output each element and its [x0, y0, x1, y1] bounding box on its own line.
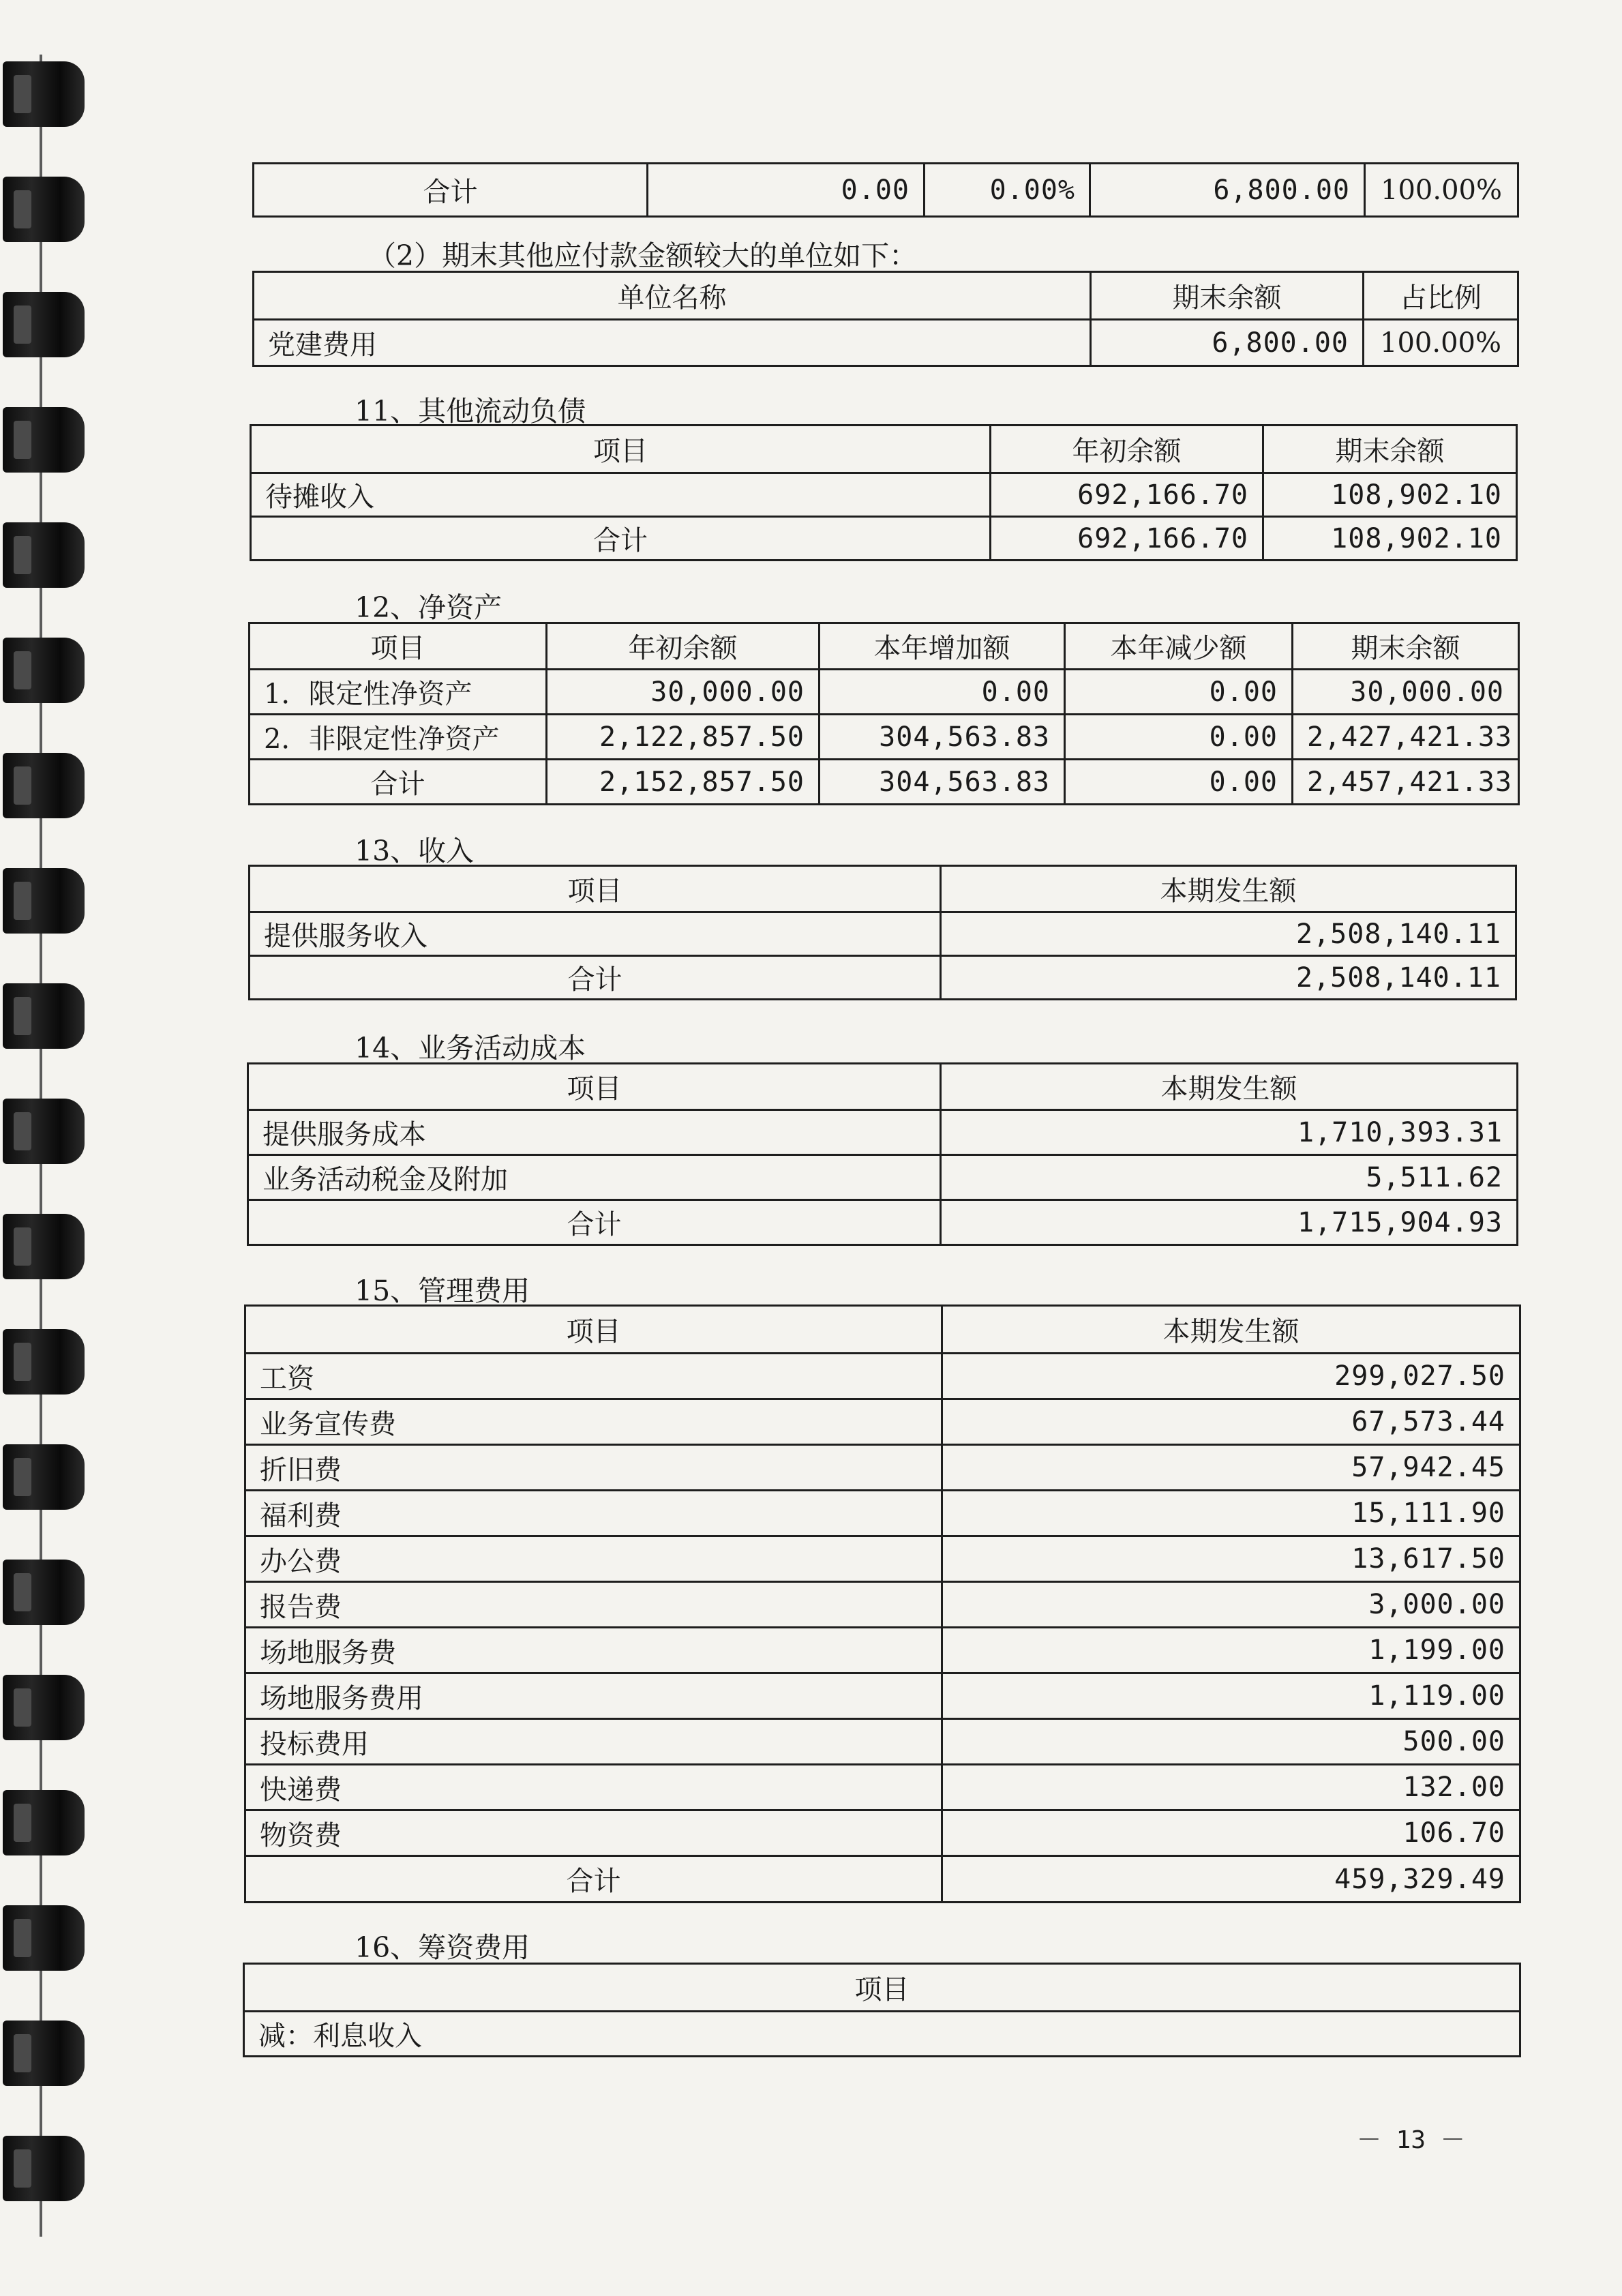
binding-ring — [3, 1905, 85, 1971]
table-row — [248, 1110, 1518, 1155]
cell-amount: 1,119.00 — [942, 1673, 1520, 1719]
binding-ring — [3, 407, 85, 473]
cell-label: 物资费 — [245, 1810, 942, 1856]
cell-amount: 108,902.10 — [1263, 517, 1517, 561]
cell-label: 合计 — [248, 1200, 941, 1245]
cell-amount: 6,800.00 — [1090, 164, 1365, 217]
cell-amount: 108,902.10 — [1263, 473, 1517, 517]
section-heading: 12、净资产 — [355, 591, 502, 624]
cell-amount: 1,199.00 — [942, 1628, 1520, 1673]
cell-ratio: 100.00% — [1365, 164, 1518, 217]
table-row — [250, 760, 1519, 805]
operating-cost-table — [247, 1062, 1518, 1246]
cell-amount: 2,427,421.33 — [1293, 715, 1519, 760]
cell-amount: 299,027.50 — [942, 1354, 1520, 1399]
cell-label: 党建费用 — [254, 320, 1091, 366]
column-header: 年初余额 — [547, 623, 820, 670]
table-header-row — [251, 426, 1517, 473]
table-row — [251, 473, 1517, 517]
column-header: 项目 — [250, 623, 547, 670]
cell-amount: 1,710,393.31 — [941, 1110, 1518, 1155]
cell-amount: 304,563.83 — [820, 760, 1065, 805]
table-header-row — [245, 1306, 1520, 1354]
table-row — [254, 320, 1518, 366]
column-header: 本年减少额 — [1065, 623, 1293, 670]
cell-label: 快递费 — [245, 1765, 942, 1810]
cell-amount: 692,166.70 — [991, 473, 1263, 517]
binding-ring — [3, 1214, 85, 1279]
binding-ring — [3, 983, 85, 1049]
cell-label: 1．限定性净资产 — [250, 670, 547, 715]
binding-ring — [3, 61, 85, 127]
cell-amount: 2,457,421.33 — [1293, 760, 1519, 805]
table-row — [245, 1354, 1520, 1399]
table-row — [244, 2012, 1520, 2057]
section-heading: 16、筹资费用 — [355, 1931, 530, 1964]
table-row — [254, 164, 1518, 217]
cell-label: 待摊收入 — [251, 473, 991, 517]
binding-ring — [3, 1675, 85, 1740]
cell-amount: 0.00 — [1065, 760, 1293, 805]
table-row — [245, 1856, 1520, 1903]
binding-ring — [3, 1444, 85, 1510]
cell-amount: 2,508,140.11 — [941, 912, 1516, 956]
admin-expenses-table — [244, 1304, 1521, 1903]
cell-amount: 0.00 — [820, 670, 1065, 715]
section-heading: 13、收入 — [355, 835, 475, 867]
cell-amount: 692,166.70 — [991, 517, 1263, 561]
column-header: 本年增加额 — [820, 623, 1065, 670]
cell-label: 业务活动税金及附加 — [248, 1155, 941, 1200]
cell-label: 合计 — [250, 760, 547, 805]
column-header: 期末余额 — [1091, 272, 1364, 320]
cell-ratio: 100.00% — [1364, 320, 1518, 366]
cell-label: 场地服务费用 — [245, 1673, 942, 1719]
cell-label: 合计 — [245, 1856, 942, 1903]
binding-ring — [3, 1099, 85, 1164]
cell-amount: 3,000.00 — [942, 1582, 1520, 1628]
table-row — [245, 1765, 1520, 1810]
table-row — [248, 1155, 1518, 1200]
cell-label: 业务宣传费 — [245, 1399, 942, 1445]
cell-amount: 304,563.83 — [820, 715, 1065, 760]
net-assets-table — [248, 622, 1520, 805]
binding-ring — [3, 1329, 85, 1395]
table-header-row — [244, 1964, 1520, 2012]
page-number: － 13 － — [1357, 2126, 1465, 2154]
other-payables-total-table — [252, 162, 1519, 218]
cell-ratio: 0.00% — [925, 164, 1090, 217]
cell-label: 福利费 — [245, 1491, 942, 1536]
cell-label: 工资 — [245, 1354, 942, 1399]
cell-label: 减：利息收入 — [244, 2012, 1520, 2057]
table-row — [245, 1582, 1520, 1628]
table-header-row — [250, 623, 1519, 670]
binding-ring — [3, 177, 85, 242]
cell-label: 2．非限定性净资产 — [250, 715, 547, 760]
cell-label: 提供服务收入 — [250, 912, 941, 956]
cell-label: 办公费 — [245, 1536, 942, 1582]
column-header: 本期发生额 — [941, 1064, 1518, 1110]
column-header: 项目 — [250, 866, 941, 912]
cell-label: 报告费 — [245, 1582, 942, 1628]
column-header: 期末余额 — [1263, 426, 1517, 473]
column-header: 本期发生额 — [942, 1306, 1520, 1354]
column-header: 项目 — [244, 1964, 1520, 2012]
cell-amount: 57,942.45 — [942, 1445, 1520, 1491]
column-header: 占比例 — [1364, 272, 1518, 320]
cell-amount: 6,800.00 — [1091, 320, 1364, 366]
cell-amount: 5,511.62 — [941, 1155, 1518, 1200]
cell-amount: 30,000.00 — [1293, 670, 1519, 715]
binding-ring — [3, 753, 85, 818]
binding-ring — [3, 638, 85, 703]
financing-expenses-table — [243, 1963, 1521, 2057]
cell-amount: 0.00 — [1065, 670, 1293, 715]
column-header: 期末余额 — [1293, 623, 1519, 670]
table-header-row — [254, 272, 1518, 320]
table-row — [245, 1536, 1520, 1582]
table-row — [245, 1628, 1520, 1673]
column-header: 本期发生额 — [941, 866, 1516, 912]
cell-label: 投标费用 — [245, 1719, 942, 1765]
column-header: 年初余额 — [991, 426, 1263, 473]
binding-ring — [3, 2021, 85, 2086]
table-row — [245, 1719, 1520, 1765]
section-heading: 15、管理费用 — [355, 1274, 530, 1307]
cell-amount: 15,111.90 — [942, 1491, 1520, 1536]
cell-label: 合计 — [251, 517, 991, 561]
section-heading: 14、业务活动成本 — [355, 1032, 586, 1064]
table-row — [245, 1810, 1520, 1856]
major-payables-table — [252, 271, 1519, 367]
cell-amount: 0.00 — [648, 164, 925, 217]
cell-label: 折旧费 — [245, 1445, 942, 1491]
table-row — [251, 517, 1517, 561]
revenue-table — [248, 865, 1517, 1000]
cell-amount: 459,329.49 — [942, 1856, 1520, 1903]
binding-ring — [3, 292, 85, 357]
cell-label: 合计 — [250, 956, 941, 1000]
table-header-row — [248, 1064, 1518, 1110]
cell-amount: 67,573.44 — [942, 1399, 1520, 1445]
cell-amount: 0.00 — [1065, 715, 1293, 760]
cell-amount: 30,000.00 — [547, 670, 820, 715]
table-row — [250, 956, 1516, 1000]
cell-label: 合计 — [254, 164, 648, 217]
section-heading: （2）期末其他应付款金额较大的单位如下： — [368, 239, 918, 272]
binding-ring — [3, 868, 85, 934]
column-header: 项目 — [248, 1064, 941, 1110]
cell-label: 场地服务费 — [245, 1628, 942, 1673]
cell-amount: 2,508,140.11 — [941, 956, 1516, 1000]
cell-amount: 2,122,857.50 — [547, 715, 820, 760]
table-row — [245, 1445, 1520, 1491]
spiral-binding — [0, 41, 109, 2257]
table-row — [245, 1399, 1520, 1445]
column-header: 项目 — [245, 1306, 942, 1354]
table-row — [250, 670, 1519, 715]
binding-ring — [3, 2136, 85, 2201]
table-row — [250, 912, 1516, 956]
cell-amount: 500.00 — [942, 1719, 1520, 1765]
section-heading: 11、其他流动负债 — [355, 395, 586, 428]
table-header-row — [250, 866, 1516, 912]
table-row — [245, 1491, 1520, 1536]
table-row — [250, 715, 1519, 760]
binding-ring — [3, 522, 85, 588]
table-row — [245, 1673, 1520, 1719]
binding-ring — [3, 1560, 85, 1625]
cell-amount: 1,715,904.93 — [941, 1200, 1518, 1245]
cell-amount: 132.00 — [942, 1765, 1520, 1810]
binding-ring — [3, 1790, 85, 1855]
column-header: 单位名称 — [254, 272, 1091, 320]
cell-amount: 13,617.50 — [942, 1536, 1520, 1582]
cell-label: 提供服务成本 — [248, 1110, 941, 1155]
other-current-liabilities-table — [250, 424, 1518, 561]
column-header: 项目 — [251, 426, 991, 473]
cell-amount: 106.70 — [942, 1810, 1520, 1856]
table-row — [248, 1200, 1518, 1245]
cell-amount: 2,152,857.50 — [547, 760, 820, 805]
